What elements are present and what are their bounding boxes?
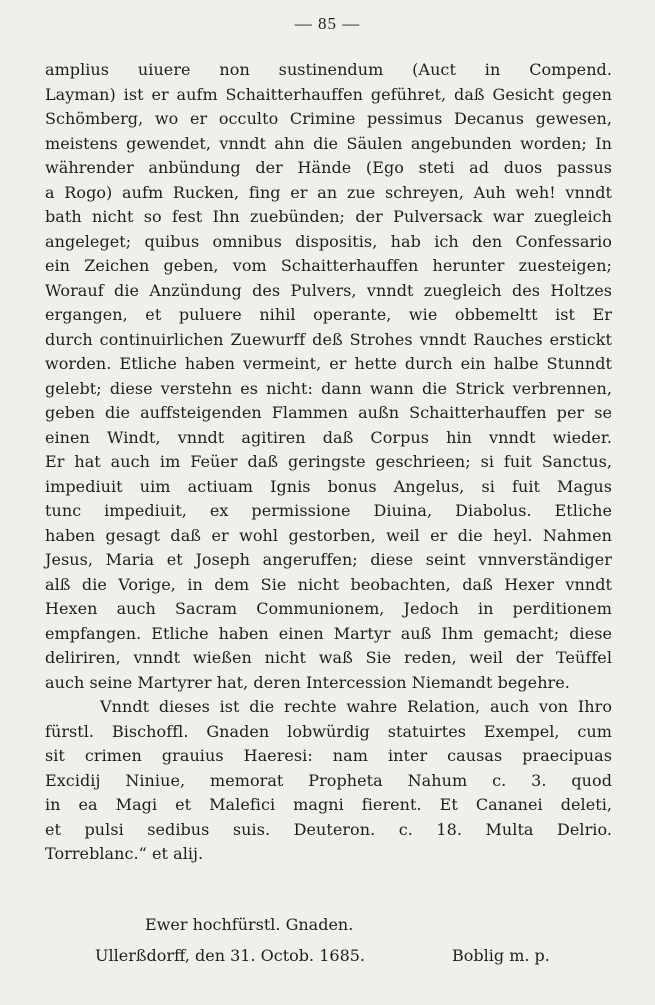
- page-number: — 85 —: [294, 14, 361, 33]
- text-line: alß die Vorige, in dem Sie nicht beobachten, daß Hexer vnndt: [45, 574, 612, 594]
- text-line: bath nicht so fest Ihn zuebünden; der Pulversack war zuegleich: [45, 207, 612, 226]
- text-line: Er hat auch im Feüer daß geringste geschrieen; si fuit Sanctus,: [45, 452, 612, 471]
- text-line: Worauf die Anzündung des Pulvers, vnndt zuegleich des Holtzes: [45, 280, 612, 300]
- text-line: Schömberg, wo er occulto Crimine pessimus Decanus gewesen,: [45, 109, 612, 128]
- text-line: fürstl. Bischoffl. Gnaden lobwürdig statuirtes Exempel, cum: [45, 721, 612, 741]
- text-line: einen Windt, vnndt agitiren daß Corpus hin vnndt wieder.: [45, 427, 612, 447]
- place-date: Ullerßdorff, den 31. Octob. 1685.: [95, 946, 366, 965]
- closing-salutation: Ewer hochfürstl. Gnaden.: [145, 915, 354, 934]
- text-line: geben die auffsteigenden Flammen außn Schaitterhauffen per se: [45, 403, 612, 422]
- text-line: Hexen auch Sacram Communionem, Jedoch in perditionem: [45, 599, 612, 618]
- text-line: worden. Etliche haben vermeint, er hette durch ein halbe Stunndt: [45, 354, 612, 373]
- text-line: Vnndt dieses ist die rechte wahre Relation, auch von Ihro: [100, 697, 612, 716]
- text-line: haben gesagt daß er wohl gestorben, weil er die heyl. Nahmen: [45, 525, 612, 545]
- text-line: währender anbündung der Hände (Ego steti ad duos passus: [45, 158, 612, 177]
- text-line: in ea Magi et Malefici magni fierent. Et Cananei deleti,: [45, 795, 612, 814]
- text-line: meistens gewendet, vnndt ahn die Säulen angebunden worden; In: [45, 133, 612, 153]
- text-line: auch seine Martyrer hat, deren Intercession Niemandt begehre.: [45, 672, 570, 692]
- text-line: deliriren, vnndt wießen nicht waß Sie reden, weil der Teüffel: [45, 648, 612, 667]
- text-line: Layman) ist er aufm Schaitterhauffen geführet, daß Gesicht gegen: [45, 84, 612, 104]
- text-line: Torreblanc.“ et alij.: [45, 844, 204, 863]
- signature: Boblig m. p.: [452, 946, 550, 965]
- text-line: ein Zeichen geben, vom Schaitterhauffen herunter zuesteigen;: [45, 256, 612, 275]
- text-line: sit crimen grauius Haeresi: nam inter causas praecipuas: [45, 746, 612, 765]
- text-line: empfangen. Etliche haben einen Martyr auß Ihm gemacht; diese: [45, 623, 612, 643]
- text-line: impediuit uim actiuam Ignis bonus Angelus, si fuit Magus: [45, 476, 612, 496]
- text-line: a Rogo) aufm Rucken, fing er an zue schreyen, Auh weh! vnndt: [45, 182, 612, 202]
- text-line: gelebt; diese verstehn es nicht: dann wann die Strick verbrennen,: [45, 378, 612, 398]
- text-line: amplius uiuere non sustinendum (Auct in Compend.: [45, 60, 612, 79]
- text-line: tunc impediuit, ex permissione Diuina, Diabolus. Etliche: [45, 501, 612, 520]
- text-line: Excidij Niniue, memorat Propheta Nahum c. 3. quod: [45, 770, 612, 790]
- text-line: durch continuirlichen Zuewurff deß Strohes vnndt Rauches erstickt: [45, 329, 612, 349]
- body-text: [45, 58, 612, 867]
- text-line: Jesus, Maria et Joseph angeruffen; diese seint vnnverständiger: [45, 550, 612, 569]
- text-line: ergangen, et puluere nihil operante, wie obbemeltt ist Er: [45, 305, 612, 324]
- text-line: et pulsi sedibus suis. Deuteron. c. 18. Multa Delrio.: [45, 819, 612, 839]
- text-line: angeleget; quibus omnibus dispositis, hab ich den Confessario: [45, 231, 612, 251]
